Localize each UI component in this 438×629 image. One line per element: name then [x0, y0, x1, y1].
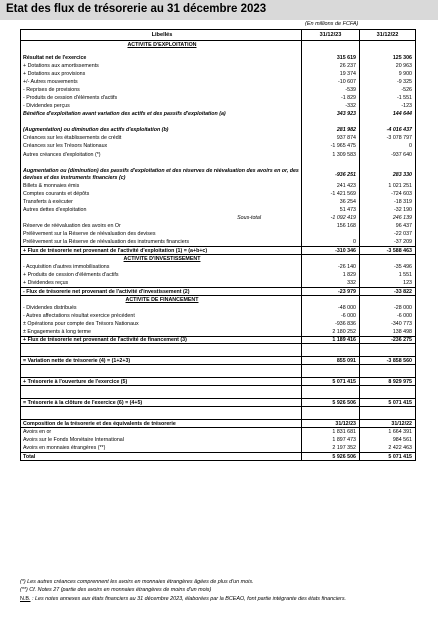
row-value-2023: 1 829: [301, 271, 359, 279]
row-value-2022: 125 306: [359, 54, 415, 62]
row-value-2023: -1 965 475: [301, 142, 359, 150]
row-label: Réserve de réévaluation des avoirs en Or: [23, 223, 121, 229]
row-value-2023: 1 831 681: [301, 428, 359, 436]
row-label: Billets & monnaies émis: [23, 183, 80, 189]
row-value-2023: 5 926 506: [301, 453, 359, 460]
row-label: + Produits de cession d'éléments d'actifs: [23, 272, 119, 278]
row-label: Avoirs en monnaies étrangères (**): [23, 445, 106, 451]
row-value-2023: -48 000: [301, 304, 359, 312]
row-value-2022: -18 319: [359, 198, 415, 206]
table-row: [21, 230, 415, 238]
table-row: [21, 118, 415, 126]
table-header: [21, 30, 415, 41]
row-value-2023: [301, 365, 359, 377]
nb-text: : Les notes annexes aux états financiers au 31 décembre 2023, élaborées par la BCEAO, font partie intégrante des états financiers.: [30, 595, 347, 602]
row-value-2023: 31/12/23: [301, 420, 359, 427]
row-value-2023: 281 982: [301, 126, 359, 134]
row-label: ± Engagements à long terme: [23, 329, 91, 335]
row-value-2023: 5 071 415: [301, 378, 359, 385]
row-label: Sous-total: [237, 215, 261, 221]
row-value-2023: 0: [301, 238, 359, 246]
row-value-2022: 144 644: [359, 110, 415, 118]
row-label: +/- Autres mouvements: [23, 79, 78, 85]
row-label: ACTIVITE D'EXPLOITATION: [127, 42, 197, 48]
row-value-2023: 343 923: [301, 110, 359, 118]
row-value-2022: -3 078 797: [359, 134, 415, 142]
row-value-2023: 315 619: [301, 54, 359, 62]
row-value-2023: 36 254: [301, 198, 359, 206]
row-value-2023: 2 197 352: [301, 444, 359, 452]
table-row: [21, 452, 415, 460]
footnote-2: (**) Cf. Notes 27 (partie des avoirs en monnaies étrangères de moins d'un mois): [20, 587, 212, 594]
row-value-2022: -22 037: [359, 230, 415, 238]
table-row: [21, 222, 415, 230]
row-value-2022: 138 498: [359, 328, 415, 336]
row-label: + Dotations aux provisions: [23, 71, 86, 77]
row-value-2022: -236 275: [359, 337, 415, 343]
row-value-2022: 31/12/22: [359, 420, 415, 427]
row-value-2022: [359, 41, 415, 49]
row-value-2022: -28 000: [359, 304, 415, 312]
row-label: - Dividendes perçus: [23, 103, 70, 109]
row-value-2022: 96 437: [359, 222, 415, 230]
table-row: [21, 86, 415, 94]
row-value-2023: [301, 159, 359, 167]
row-value-2022: 0: [359, 142, 415, 150]
table-row: [21, 134, 415, 142]
page-title: Etat des flux de trésorerie au 31 décembre 2023: [6, 3, 267, 15]
table-row: [21, 428, 415, 436]
table-row: [21, 54, 415, 62]
row-value-2023: 937 874: [301, 134, 359, 142]
table-row: [21, 312, 415, 320]
footnote-1: (*) Les autres créances comprennent les avoirs en monnaies étrangères âgées de plus d'un mois.: [20, 579, 254, 585]
table-row: [21, 167, 415, 182]
row-label: ACTIVITE DE FINANCEMENT: [125, 297, 199, 303]
row-label: [21, 407, 301, 419]
row-value-2023: -26 140: [301, 263, 359, 271]
row-value-2022: 283 330: [359, 167, 415, 182]
row-value-2023: 156 168: [301, 222, 359, 230]
row-value-2022: [359, 407, 415, 419]
table-row: [21, 126, 415, 134]
row-label: + Dividendes reçus: [23, 280, 69, 286]
row-value-2022: -9 325: [359, 78, 415, 86]
row-value-2022: -1 551: [359, 94, 415, 102]
row-value-2023: -936 836: [301, 320, 359, 328]
table-row: [21, 398, 415, 407]
row-value-2022: 20 963: [359, 62, 415, 70]
row-label: = Variation nette de trésorerie (4) = (1+2+3): [23, 357, 131, 364]
row-value-2022: 1 021 251: [359, 182, 415, 190]
row-label: Total: [23, 453, 36, 460]
table-row: [21, 159, 415, 167]
row-label: Avoirs sur le Fonds Monétaire International: [23, 437, 124, 443]
row-value-2023: [301, 41, 359, 49]
row-value-2022: 1 551: [359, 271, 415, 279]
row-value-2023: -310 346: [301, 247, 359, 254]
row-label: Transferts à exécuter: [23, 199, 73, 205]
table-row: [21, 377, 415, 386]
row-label: Comptes courants et dépôts: [23, 191, 90, 197]
table-row: [21, 41, 415, 49]
table-row: [21, 356, 415, 365]
unit-note: (En millions de FCFA): [305, 21, 359, 27]
table-row: [21, 110, 415, 118]
row-value-2023: [301, 296, 359, 304]
table-row: [21, 190, 415, 198]
row-label: - Dividendes distribués: [23, 305, 77, 311]
table-row: [21, 328, 415, 336]
row-value-2023: -23 979: [301, 288, 359, 295]
row-value-2023: 19 374: [301, 70, 359, 78]
row-value-2023: 26 237: [301, 62, 359, 70]
table-row: [21, 206, 415, 214]
table-row: [21, 304, 415, 312]
row-value-2022: 5 071 415: [359, 453, 415, 460]
row-label: Composition de la trésorerie et des équivalents de trésorerie: [23, 420, 176, 427]
row-label: Augmentation ou (diminution) des passifs d'exploitation et des réserves de réévaluation des avoirs en or, des devises et des instruments financiers (c): [23, 167, 299, 181]
row-label: - Reprises de provisions: [23, 87, 80, 93]
row-value-2022: [359, 296, 415, 304]
row-label: [21, 118, 301, 126]
row-value-2022: -6 000: [359, 312, 415, 320]
row-label: Bénéfice d'exploitation avant variation des actifs et des passifs d'exploitation (a): [23, 111, 226, 117]
table-row: [21, 386, 415, 398]
row-value-2023: [301, 255, 359, 263]
row-value-2022: 984 561: [359, 436, 415, 444]
row-value-2022: [359, 255, 415, 263]
row-value-2022: -37 209: [359, 238, 415, 246]
row-value-2022: -724 603: [359, 190, 415, 198]
table-row: [21, 344, 415, 356]
row-value-2023: -332: [301, 102, 359, 110]
row-value-2023: 241 423: [301, 182, 359, 190]
row-label: Avoirs en or: [23, 429, 52, 435]
table-body: [21, 41, 415, 460]
row-label: [21, 365, 301, 377]
row-value-2023: [301, 118, 359, 126]
header-label: Libellés: [151, 32, 173, 38]
row-value-2022: [359, 344, 415, 356]
row-value-2022: 1 664 391: [359, 428, 415, 436]
row-value-2023: 1 897 473: [301, 436, 359, 444]
row-value-2022: -35 496: [359, 263, 415, 271]
table-row: [21, 263, 415, 271]
row-value-2023: [301, 230, 359, 238]
table-row: [21, 150, 415, 159]
row-value-2022: 123: [359, 279, 415, 287]
row-label: Prélèvement sur la Réserve de réévaluation des devises: [23, 231, 156, 237]
row-label: Prélèvement sur la Réserve de réévaluation des instruments financiers: [23, 239, 190, 245]
row-label: = Trésorerie à la clôture de l'exercice (6) = (4+5): [23, 399, 143, 406]
row-value-2022: 246 139: [359, 214, 415, 222]
row-value-2023: 855 091: [301, 357, 359, 364]
row-label: ACTIVITE D'INVESTISSEMENT: [123, 256, 201, 262]
row-label: + Flux de trésorerie net provenant de l'activité de financement (3): [23, 337, 187, 343]
table-row: [21, 70, 415, 78]
table-row: [21, 365, 415, 377]
row-value-2023: -1 421 569: [301, 190, 359, 198]
table-row: [21, 336, 415, 344]
row-label: [21, 386, 301, 398]
table-row: [21, 444, 415, 452]
row-label: [21, 159, 301, 167]
table-row: [21, 320, 415, 328]
row-label: Autres dettes d'exploitation: [23, 207, 87, 213]
row-value-2022: -123: [359, 102, 415, 110]
nb-label: N.B.: [20, 595, 31, 602]
row-label: - Acquisition d'autres immobilisations: [23, 264, 110, 270]
table-row: [21, 287, 415, 296]
row-label: + Dotations aux amortissements: [23, 63, 99, 69]
row-value-2022: -33 822: [359, 288, 415, 295]
table-row: [21, 198, 415, 206]
row-value-2022: 5 071 415: [359, 399, 415, 406]
row-value-2022: -526: [359, 86, 415, 94]
table-row: [21, 255, 415, 263]
table-row: [21, 238, 415, 246]
table-row: [21, 214, 415, 222]
table-row: [21, 407, 415, 419]
row-label: Créances sur les établissements de crédit: [23, 135, 122, 141]
row-label: (Augmentation) ou diminution des actifs d'exploitation (b): [23, 127, 169, 133]
row-value-2023: 1 309 583: [301, 150, 359, 159]
table-row: [21, 62, 415, 70]
row-value-2023: 1 189 416: [301, 337, 359, 343]
row-value-2022: -32 190: [359, 206, 415, 214]
table-row: [21, 419, 415, 428]
header-col-2023: 31/12/23: [301, 30, 359, 40]
footnote-nb: [20, 595, 420, 603]
table-row: [21, 102, 415, 110]
row-label: [21, 344, 301, 356]
row-value-2022: 2 422 463: [359, 444, 415, 452]
row-value-2022: [359, 159, 415, 167]
cash-flow-table: [20, 29, 416, 461]
row-value-2022: -3 588 463: [359, 247, 415, 254]
row-label: + Flux de trésorerie net provenant de l'activité d'exploitation (1) = (a+b+c): [23, 247, 208, 254]
row-value-2023: -936 251: [301, 167, 359, 182]
row-value-2022: 9 900: [359, 70, 415, 78]
row-label: Créances sur les Trésors Nationaux: [23, 143, 108, 149]
row-value-2023: [301, 407, 359, 419]
row-value-2023: [301, 386, 359, 398]
row-value-2023: -1 092 419: [301, 214, 359, 222]
footnotes: [20, 578, 420, 603]
row-value-2022: -340 773: [359, 320, 415, 328]
row-value-2023: 5 926 506: [301, 399, 359, 406]
row-label: - Autres affectations résultat exercice précédent: [23, 313, 135, 319]
row-value-2023: 51 473: [301, 206, 359, 214]
row-value-2022: 8 929 975: [359, 378, 415, 385]
row-value-2022: -3 858 560: [359, 357, 415, 364]
row-label: - Flux de trésorerie net provenant de l'activité d'investissement (2): [23, 288, 190, 295]
row-value-2022: [359, 365, 415, 377]
row-label: - Produits de cession d'éléments d'actifs: [23, 95, 118, 101]
row-value-2022: -937 640: [359, 150, 415, 159]
row-value-2023: -10 607: [301, 78, 359, 86]
row-value-2023: 332: [301, 279, 359, 287]
row-value-2022: [359, 386, 415, 398]
table-row: [21, 182, 415, 190]
table-row: [21, 436, 415, 444]
row-value-2023: -1 829: [301, 94, 359, 102]
table-row: [21, 279, 415, 287]
title-bar: [0, 0, 438, 20]
row-label: Résultat net de l'exercice: [23, 55, 87, 61]
row-value-2023: -6 000: [301, 312, 359, 320]
row-value-2022: [359, 118, 415, 126]
row-value-2022: -4 016 437: [359, 126, 415, 134]
table-row: [21, 94, 415, 102]
row-value-2023: 2 180 252: [301, 328, 359, 336]
table-row: [21, 271, 415, 279]
row-label: + Trésorerie à l'ouverture de l'exercice (5): [23, 378, 128, 385]
table-row: [21, 246, 415, 255]
table-row: [21, 78, 415, 86]
table-row: [21, 296, 415, 304]
row-value-2023: -539: [301, 86, 359, 94]
row-value-2023: [301, 344, 359, 356]
row-label: ± Opérations pour compte des Trésors Nationaux: [23, 321, 139, 327]
row-label: Autres créances d'exploitation (*): [23, 151, 101, 158]
table-row: [21, 142, 415, 150]
header-col-2022: 31/12/22: [359, 30, 415, 40]
